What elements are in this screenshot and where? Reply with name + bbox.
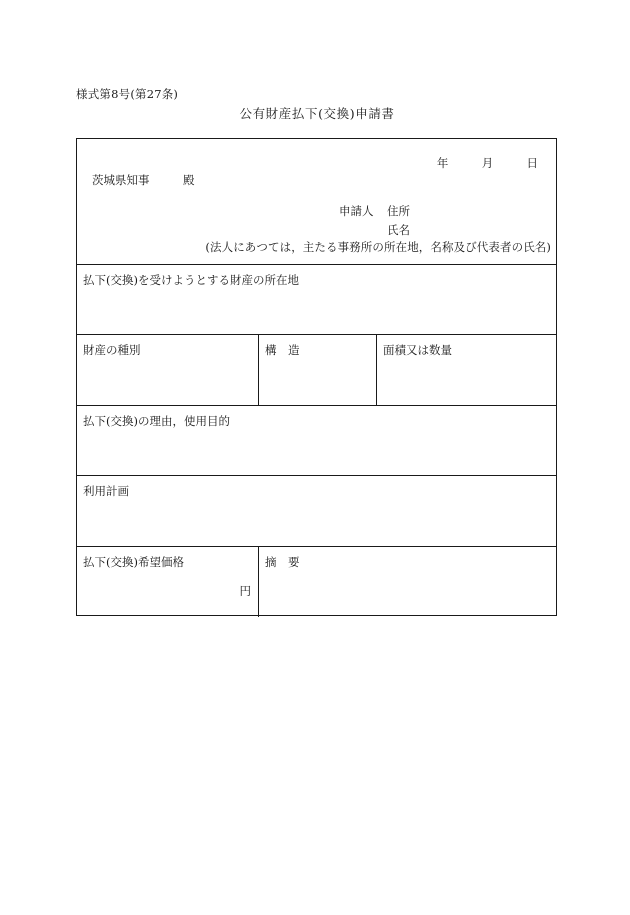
- property-location-row: [77, 265, 556, 335]
- address-label: 住所: [387, 204, 410, 218]
- price-unit-yen: 円: [239, 584, 251, 598]
- addressee-honorific: 殿: [183, 173, 195, 187]
- remarks-cell: [258, 547, 556, 617]
- date-month-label: 月: [481, 156, 494, 170]
- desired-price-label: 払下(交換)希望価格: [83, 555, 184, 569]
- application-form: [76, 138, 557, 616]
- corporate-note: (法人にあつては，主たる事務所の所在地，名称及び代表者の氏名): [205, 240, 551, 254]
- remarks-label: 摘 要: [265, 555, 300, 569]
- desired-price-cell: [77, 547, 258, 617]
- structure-cell: [258, 335, 376, 405]
- form-header-section: [77, 139, 556, 265]
- property-type-cell: [77, 335, 258, 405]
- price-remarks-row: [77, 547, 556, 617]
- usage-plan-label: 利用計画: [83, 484, 129, 498]
- property-location-label: 払下(交換)を受けようとする財産の所在地: [83, 273, 299, 287]
- applicant-label: 申請人: [339, 204, 374, 218]
- applicant-address-line: [339, 203, 410, 219]
- property-details-row: [77, 335, 556, 406]
- structure-label: 構 造: [265, 343, 300, 357]
- date-year-label: 年: [436, 156, 449, 170]
- document-title: 公有財産払下(交換)申請書: [239, 106, 395, 121]
- date-day-label: 日: [526, 156, 538, 170]
- date-line: [437, 155, 538, 171]
- name-label: 氏名: [387, 223, 410, 237]
- form-number: 様式第8号(第27条): [76, 87, 179, 101]
- area-quantity-cell: [376, 335, 556, 405]
- area-quantity-label: 面積又は数量: [383, 343, 452, 357]
- usage-plan-row: [77, 476, 556, 547]
- reason-purpose-label: 払下(交換)の理由，使用目的: [83, 414, 230, 428]
- addressee-governor: 茨城県知事: [92, 173, 150, 187]
- reason-purpose-row: [77, 406, 556, 476]
- addressee-line: [92, 172, 195, 188]
- property-type-label: 財産の種別: [83, 343, 141, 357]
